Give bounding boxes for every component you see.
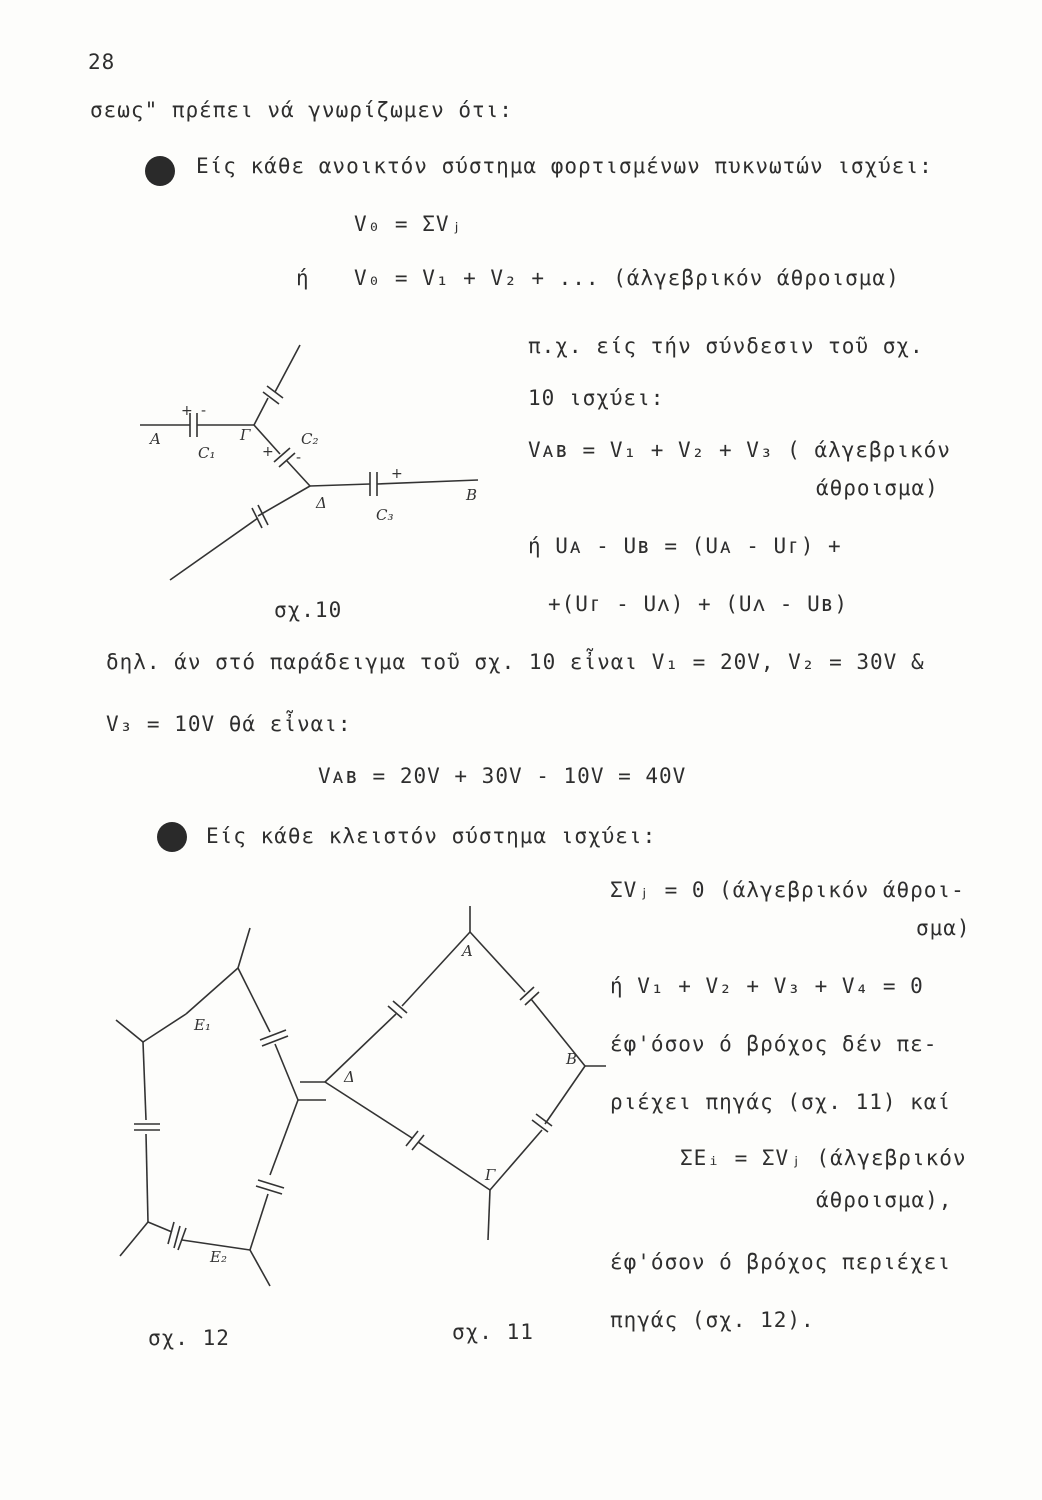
fig10-plus-c2: + — [262, 444, 274, 460]
bullet1-text: Είς κάθε ανοικτόν σύστημα φορτισμένων πυκνωτών ισχύει: — [196, 154, 933, 178]
numeric-example-line-1: δηλ. άν στό παράδειγμα τοῦ σχ. 10 εἶναι V₁ = 20V, V₂ = 30V & — [106, 650, 925, 674]
fig11-caption: σχ. 11 — [452, 1320, 534, 1344]
fig10-label-B: B — [466, 486, 478, 504]
equation-or: ή — [296, 266, 310, 290]
closed-sum-line-5: ριέχει πηγάς (σχ. 11) καί — [610, 1090, 952, 1114]
potential-equation-line-1: ή Uᴀ - Uʙ = (Uᴀ - Uᴦ) + — [528, 534, 842, 558]
closed-sum-line-7: άθροισμα), — [816, 1188, 953, 1212]
closed-sum-line-8: έφ'όσον ό βρόχος περιέχει — [610, 1250, 952, 1274]
closed-sum-line-9: πηγάς (σχ. 12). — [610, 1308, 815, 1332]
fig10-caption: σχ.10 — [274, 598, 343, 622]
fig10-minus-c1: - — [201, 403, 207, 419]
fig10-label-D: Δ — [316, 494, 327, 512]
fig11-label-D: Δ — [344, 1068, 355, 1086]
page-number: 28 — [88, 50, 116, 74]
fig12-label-E1: E₁ — [194, 1016, 211, 1034]
fig11-label-G: Γ — [485, 1166, 496, 1184]
closed-sum-line-1: ΣVⱼ = 0 (άλγεβρικόν άθροι- — [610, 878, 965, 902]
fig10-plus-c3: + — [391, 466, 403, 482]
numeric-example-line-2: V₃ = 10V θά εἶναι: — [106, 712, 352, 736]
fig10-label-A: A — [150, 430, 161, 448]
closed-sum-line-6: ΣEᵢ = ΣVⱼ (άλγεβρικόν — [680, 1146, 967, 1170]
fig10-label-C3: C₃ — [376, 506, 394, 524]
fig10-label-G: Γ — [240, 426, 251, 444]
potential-equation-line-2: +(Uᴦ - Uᴧ) + (Uᴧ - Uʙ) — [548, 592, 849, 616]
vab-equation-line-2: άθροισμα) — [816, 476, 939, 500]
fig11-label-B: B — [566, 1050, 578, 1068]
fig12-caption: σχ. 12 — [148, 1326, 230, 1350]
intro-line: σεως" πρέπει νά γνωρίζωμεν ότι: — [90, 98, 513, 122]
fig10-plus-c1: + — [181, 403, 193, 419]
closed-sum-line-4: έφ'όσον ό βρόχος δέν πε- — [610, 1032, 938, 1056]
fig10-label-C1: C₁ — [198, 444, 216, 462]
closed-sum-line-2: σμα) — [916, 916, 971, 940]
example-line-1: π.χ. είς τήν σύνδεσιν τοῦ σχ. — [528, 334, 924, 358]
fig11-label-A: A — [462, 942, 473, 960]
example-line-2: 10 ισχύει: — [528, 386, 665, 410]
bullet2-text: Είς κάθε κλειστόν σύστημα ισχύει: — [206, 824, 657, 848]
equation-open-system: V₀ = ΣVⱼ — [354, 212, 464, 236]
equation-sum: V₀ = V₁ + V₂ + ... (άλγεβρικόν άθροισμα) — [354, 266, 900, 290]
closed-sum-line-3: ή V₁ + V₂ + V₃ + V₄ = 0 — [610, 974, 924, 998]
fig10-label-C2: C₂ — [301, 430, 319, 448]
vab-result: Vᴀʙ = 20V + 30V - 10V = 40V — [318, 764, 687, 788]
fig12-label-E2: E₂ — [210, 1248, 227, 1266]
vab-equation-line-1: Vᴀʙ = V₁ + V₂ + V₃ ( άλγεβρικόν — [528, 438, 951, 462]
fig10-minus-c2: - — [296, 450, 302, 466]
